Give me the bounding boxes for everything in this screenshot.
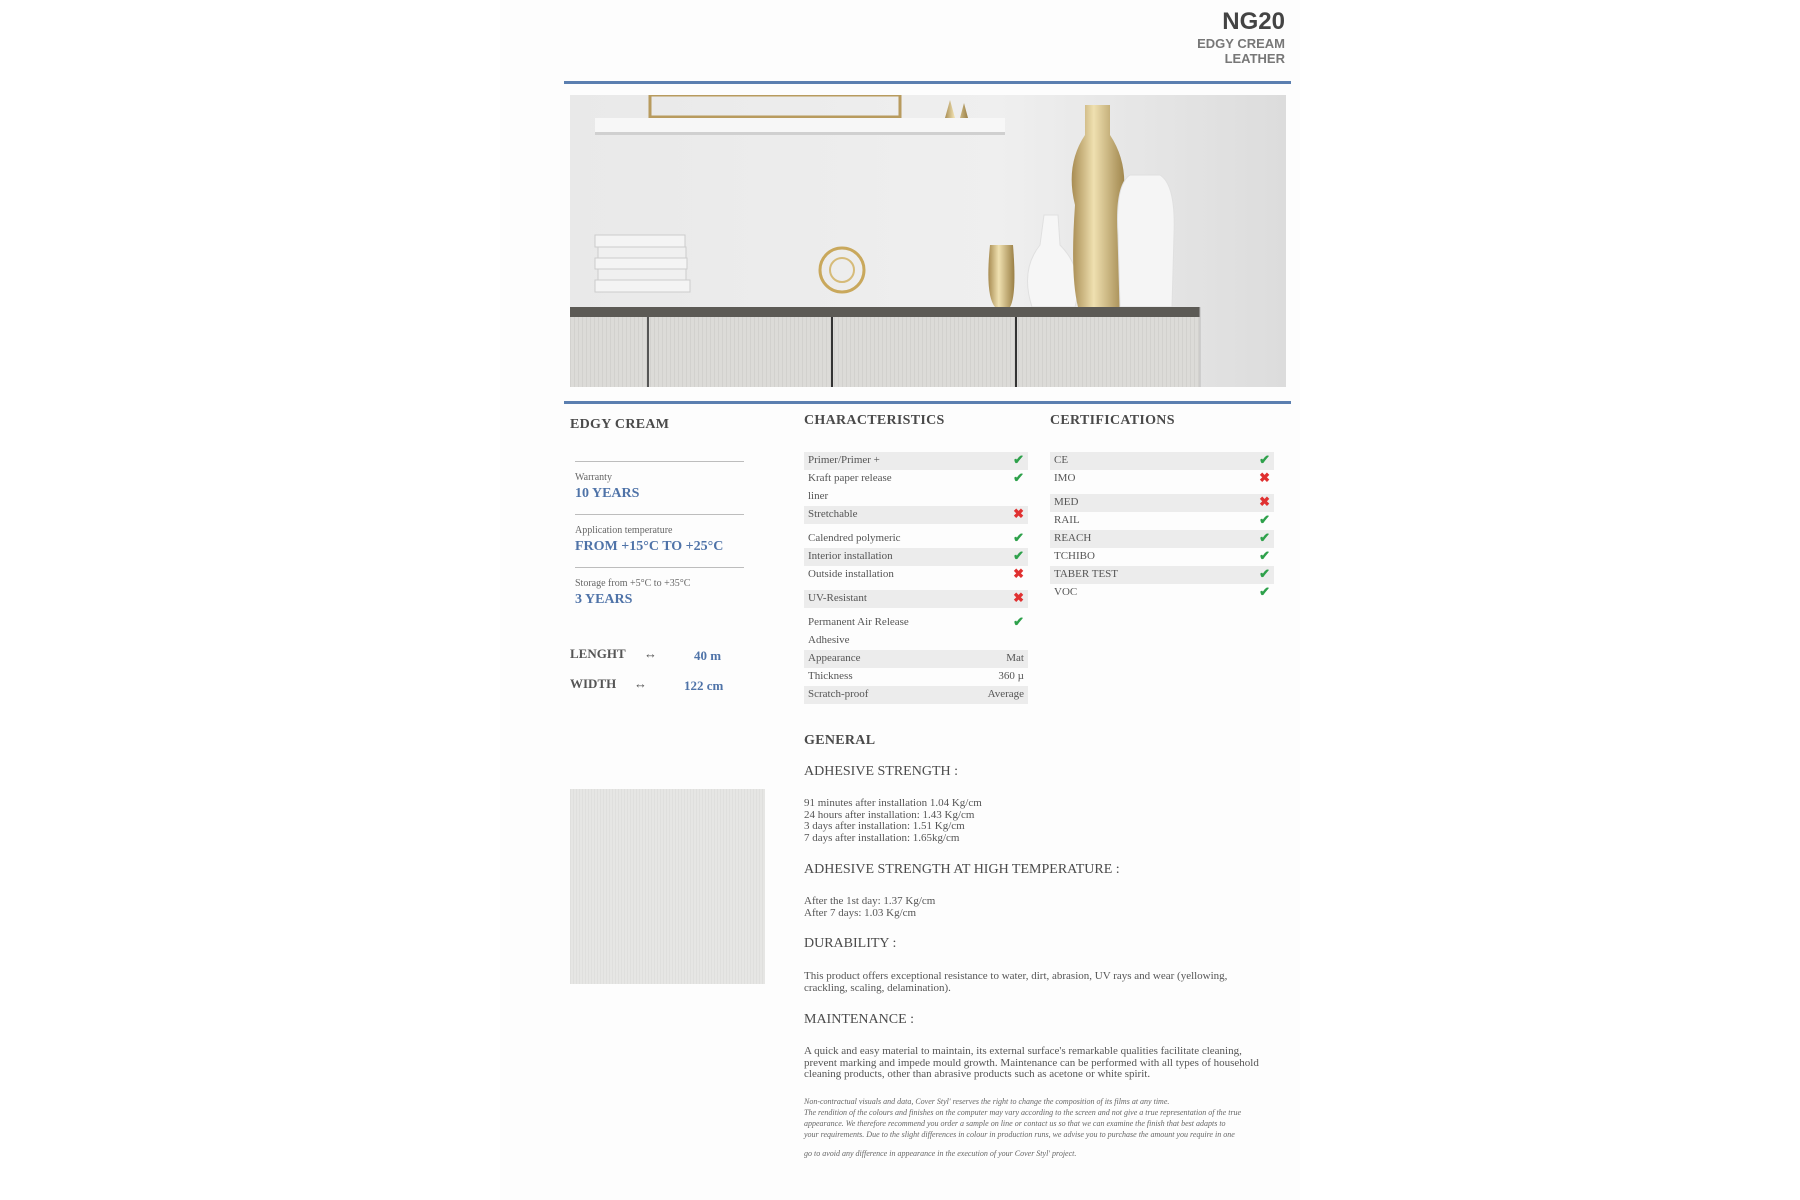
header-divider bbox=[564, 81, 1291, 84]
row-label: IMO bbox=[1054, 472, 1076, 484]
adhesive-strength-text: 91 minutes after installation 1.04 Kg/cm 24 hours after installation: 1.43 Kg/cm 3 days after installation: 1.51 Kg/cm 7 days after installation: 1.65kg/cm bbox=[804, 797, 982, 844]
table-row bbox=[804, 650, 1028, 668]
characteristics-table bbox=[804, 452, 1028, 712]
row-label: TCHIBO bbox=[1054, 550, 1095, 562]
table-row bbox=[1050, 512, 1274, 530]
check-icon: ✔ bbox=[1259, 452, 1270, 467]
high-temperature-title: ADHESIVE STRENGTH AT HIGH TEMPERATURE : bbox=[804, 862, 1120, 877]
table-row bbox=[804, 548, 1028, 566]
product-name: EDGY CREAM LEATHER bbox=[1197, 36, 1285, 66]
table-row bbox=[1050, 548, 1274, 566]
table-row bbox=[1050, 452, 1274, 470]
table-row bbox=[804, 590, 1028, 608]
temperature-value: FROM +15°C TO +25°C bbox=[575, 539, 724, 554]
storage-value: 3 YEARS bbox=[575, 592, 633, 607]
table-row bbox=[804, 470, 1028, 488]
temperature-label: Application temperature bbox=[575, 525, 673, 536]
hero-image bbox=[570, 95, 1286, 387]
check-icon: ✔ bbox=[1259, 530, 1270, 545]
table-row bbox=[804, 614, 1028, 632]
row-label: VOC bbox=[1054, 586, 1078, 598]
row-label: REACH bbox=[1054, 532, 1092, 544]
warranty-value: 10 YEARS bbox=[575, 486, 640, 501]
check-icon: ✔ bbox=[1013, 470, 1024, 485]
general-title: GENERAL bbox=[804, 733, 876, 748]
table-row bbox=[1050, 566, 1274, 584]
double-arrow-icon: ↔ bbox=[644, 646, 657, 661]
width-value: 122 cm bbox=[684, 678, 724, 693]
row-value: Mat bbox=[1006, 652, 1024, 664]
maintenance-text: A quick and easy material to maintain, its external surface's remarkable qualities facilitate cleaning, prevent marking and impede mould growth. Maintenance can be performed with all types of household cleaning products, other than abrasive products such as acetone or white spirit. bbox=[804, 1045, 1259, 1080]
row-label: TABER TEST bbox=[1054, 568, 1119, 580]
check-icon: ✔ bbox=[1013, 530, 1024, 545]
storage-label: Storage from +5°C to +35°C bbox=[575, 578, 691, 589]
table-row bbox=[804, 668, 1028, 686]
certifications-table bbox=[1050, 452, 1274, 612]
product-sheet bbox=[500, 0, 1300, 1200]
row-value: Average bbox=[987, 688, 1024, 700]
table-row bbox=[804, 452, 1028, 470]
table-row bbox=[1050, 470, 1274, 488]
row-label: Calendred polymeric bbox=[808, 532, 901, 544]
row-label: Appearance bbox=[808, 652, 861, 664]
row-label: UV-Resistant bbox=[808, 592, 867, 604]
row-label: Adhesive bbox=[808, 634, 850, 646]
check-icon: ✔ bbox=[1013, 614, 1024, 629]
cross-icon: ✖ bbox=[1259, 494, 1270, 509]
check-icon: ✔ bbox=[1259, 566, 1270, 581]
disclaimer: Non-contractual visuals and data, Cover Styl' reserves the right to change the composition of its films at any time. The rendition of the colours and finishes on the computer may vary according to the screen and not give a true representation of the true appearance. We therefore recommend you order a sample on line or contact us so that we can examine the finish that best adapts to your requirements. Due to the slight differences in colour in production runs, we advise you to purchase the amount you require in one go to avoid any difference in appearance in the execution of your Cover Styl' project. bbox=[804, 1097, 1242, 1158]
check-icon: ✔ bbox=[1259, 584, 1270, 599]
maintenance-title: MAINTENANCE : bbox=[804, 1012, 915, 1027]
product-title: EDGY CREAM bbox=[570, 417, 670, 432]
row-label: liner bbox=[808, 490, 829, 502]
row-label: MED bbox=[1054, 496, 1079, 508]
cross-icon: ✖ bbox=[1013, 506, 1024, 521]
cross-icon: ✖ bbox=[1259, 470, 1270, 485]
row-label: Outside installation bbox=[808, 568, 894, 580]
product-code: NG20 bbox=[1222, 8, 1285, 35]
length-value: 40 m bbox=[694, 648, 722, 663]
table-row bbox=[804, 686, 1028, 704]
row-label: Interior installation bbox=[808, 550, 893, 562]
double-arrow-icon: ↔ bbox=[634, 676, 647, 691]
width-label: WIDTH bbox=[570, 676, 617, 691]
certifications-title: CERTIFICATIONS bbox=[1050, 413, 1175, 428]
row-value: 360 µ bbox=[998, 670, 1024, 682]
table-row bbox=[804, 632, 1028, 650]
divider bbox=[575, 567, 744, 568]
row-label: Thickness bbox=[808, 670, 853, 682]
adhesive-strength-title: ADHESIVE STRENGTH : bbox=[804, 764, 958, 779]
row-label: Permanent Air Release bbox=[808, 616, 909, 628]
divider bbox=[575, 461, 744, 462]
characteristics-title: CHARACTERISTICS bbox=[804, 413, 945, 428]
check-icon: ✔ bbox=[1013, 548, 1024, 563]
warranty-label: Warranty bbox=[575, 472, 612, 483]
table-row bbox=[804, 530, 1028, 548]
cross-icon: ✖ bbox=[1013, 590, 1024, 605]
row-label: Primer/Primer + bbox=[808, 454, 880, 466]
divider bbox=[575, 514, 744, 515]
table-row bbox=[804, 488, 1028, 506]
length-label: LENGHT bbox=[570, 646, 626, 661]
texture-swatch bbox=[570, 789, 765, 984]
table-row bbox=[1050, 584, 1274, 602]
table-row bbox=[1050, 530, 1274, 548]
durability-text: This product offers exceptional resistance to water, dirt, abrasion, UV rays and wear (yellowing, crackling, scaling, delamination). bbox=[804, 970, 1228, 994]
section-divider bbox=[564, 401, 1291, 404]
row-label: Kraft paper release bbox=[808, 472, 892, 484]
row-label: CE bbox=[1054, 454, 1069, 466]
table-row bbox=[804, 506, 1028, 524]
row-label: Stretchable bbox=[808, 508, 858, 520]
table-row bbox=[1050, 494, 1274, 512]
check-icon: ✔ bbox=[1013, 452, 1024, 467]
row-label: RAIL bbox=[1054, 514, 1080, 526]
check-icon: ✔ bbox=[1259, 512, 1270, 527]
durability-title: DURABILITY : bbox=[804, 936, 897, 951]
row-label: Scratch-proof bbox=[808, 688, 869, 700]
high-temperature-text: After the 1st day: 1.37 Kg/cm After 7 days: 1.03 Kg/cm bbox=[804, 895, 936, 919]
cross-icon: ✖ bbox=[1013, 566, 1024, 581]
check-icon: ✔ bbox=[1259, 548, 1270, 563]
table-row bbox=[804, 566, 1028, 584]
